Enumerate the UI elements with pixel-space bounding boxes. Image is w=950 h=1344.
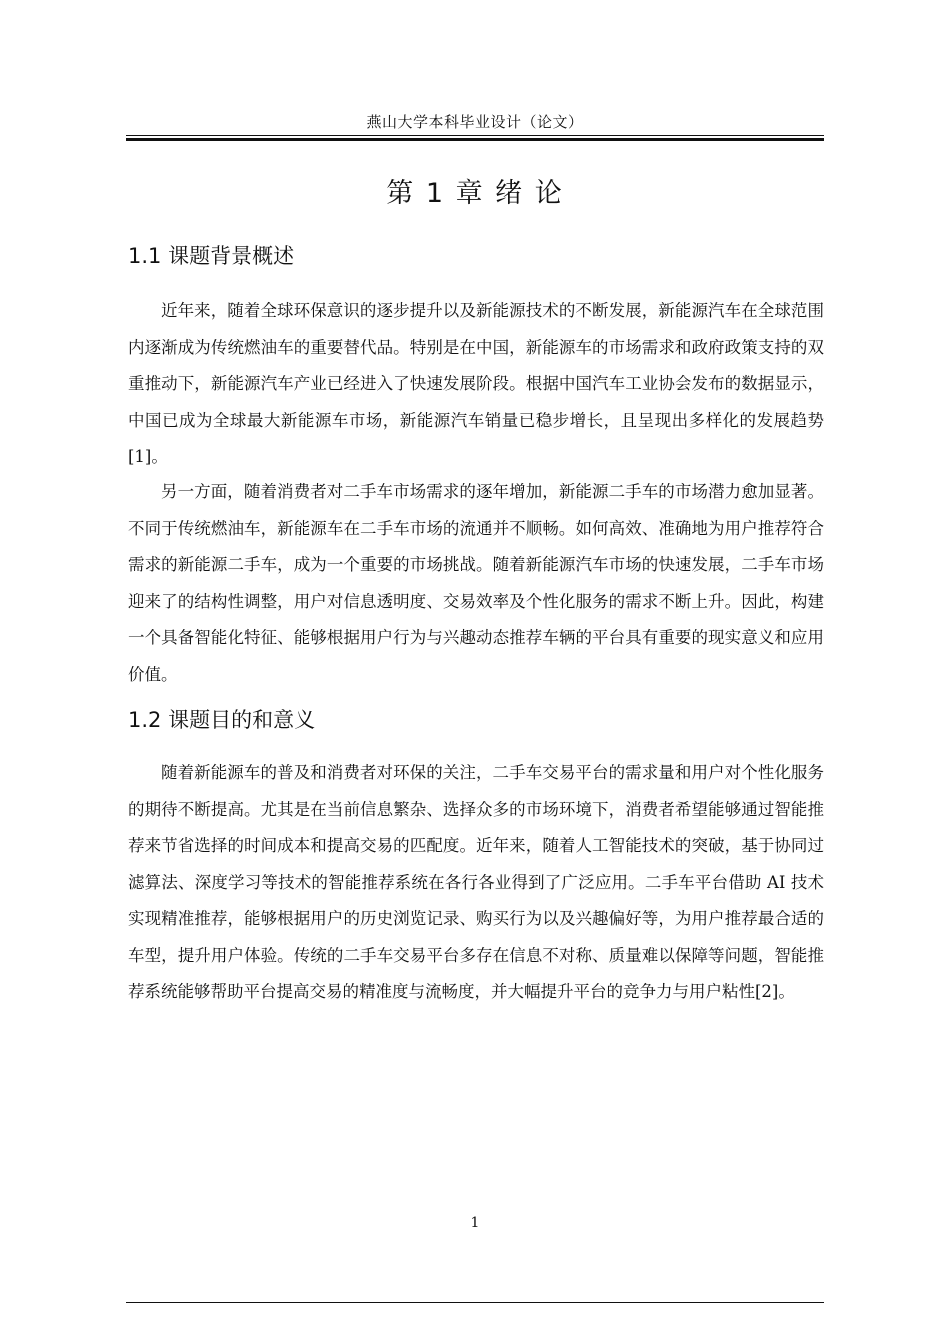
- section-heading-1-2: 1.2 课题目的和意义: [128, 708, 316, 732]
- running-header: 燕山大学本科毕业设计（论文）: [366, 113, 584, 131]
- chapter-title: 第 1 章 绪 论: [386, 178, 564, 209]
- paragraph: 近年来，随着全球环保意识的逐步提升以及新能源技术的不断发展，新能源汽车在全球范围内逐渐成为传统燃油车的重要替代品。特别是在中国，新能源车的市场需求和政府政策支持的双重推动下，新能源汽车产业已经进入了快速发展阶段。根据中国汽车工业协会发布的数据显示，中国已成为全球最大新能源车市场，新能源汽车销量已稳步增长，且呈现出多样化的发展趋势[1]。: [128, 301, 824, 466]
- section-heading-1-1: 1.1 课题背景概述: [128, 244, 295, 268]
- footer-rule: [126, 1302, 824, 1303]
- paragraph: 随着新能源车的普及和消费者对环保的关注，二手车交易平台的需求量和用户对个性化服务的期待不断提高。尤其是在当前信息繁杂、选择众多的市场环境下，消费者希望能够通过智能推荐来节省选择的时间成本和提高交易的匹配度。近年来，随着人工智能技术的突破，基于协同过滤算法、深度学习等技术的智能推荐系统在各行各业得到了广泛应用。二手车平台借助 AI 技术实现精准推荐，能够根据用户的历史浏览记录、购买行为以及兴趣偏好等，为用户推荐最合适的车型，提升用户体验。传统的二手车交易平台多存在信息不对称、质量难以保障等问题，智能推荐系统能够帮助平台提高交易的精准度与流畅度，并大幅提升平台的竞争力与用户粘性[2]。: [128, 763, 824, 1001]
- page-number: 1: [470, 1215, 480, 1231]
- paragraph: 另一方面，随着消费者对二手车市场需求的逐年增加，新能源二手车的市场潜力愈加显著。不同于传统燃油车，新能源车在二手车市场的流通并不顺畅。如何高效、准确地为用户推荐符合需求的新能源二手车，成为一个重要的市场挑战。随着新能源汽车市场的快速发展，二手车市场迎来了的结构性调整，用户对信息透明度、交易效率及个性化服务的需求不断上升。因此，构建一个具备智能化特征、能够根据用户行为与兴趣动态推荐车辆的平台具有重要的现实意义和应用价值。: [128, 482, 824, 684]
- header-rule-thick: [126, 138, 824, 141]
- header-rule-thin: [126, 135, 824, 136]
